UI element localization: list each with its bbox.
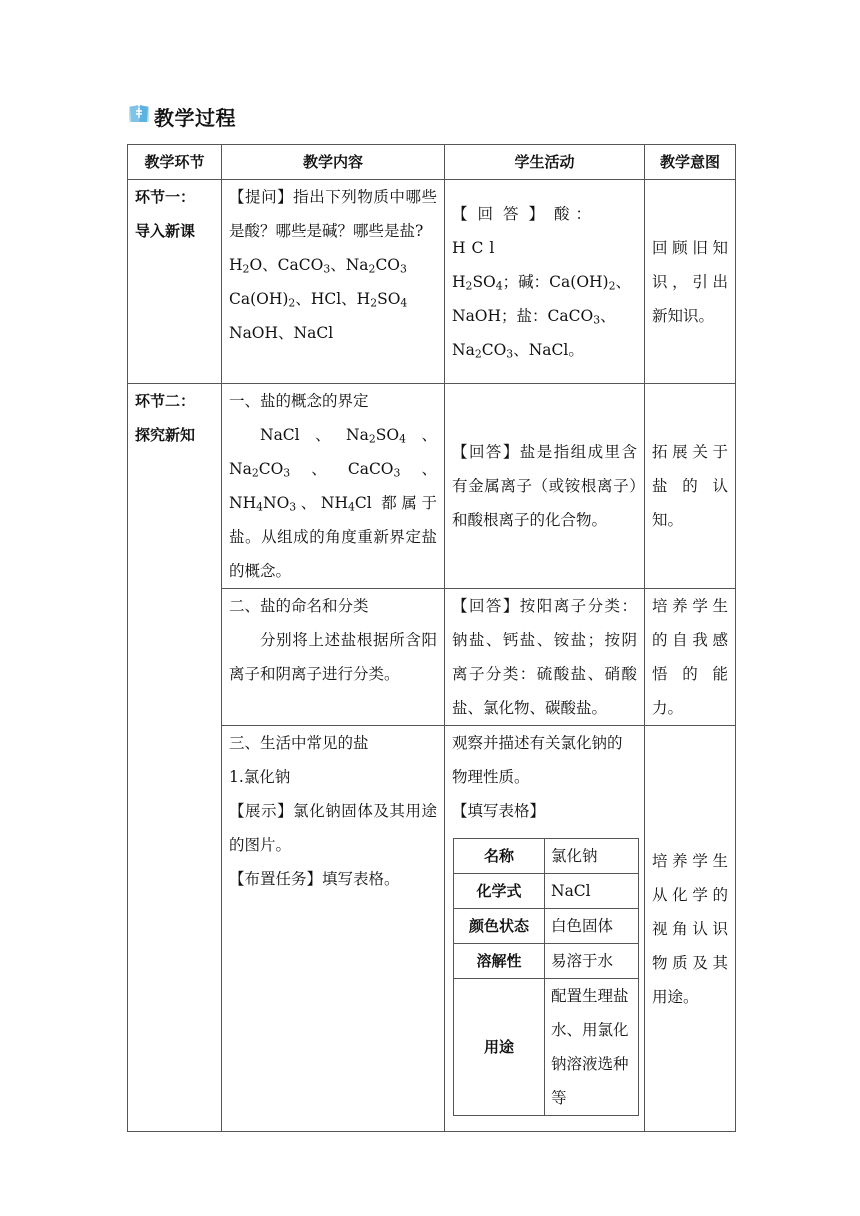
intent-cell (645, 384, 736, 589)
content-subtitle: 1.氯化钠 (229, 768, 291, 786)
inner-row (454, 909, 639, 944)
content-cell (222, 726, 445, 1132)
intent-text: 回顾旧知识，引出新知识。 (652, 238, 728, 325)
inner-key: 化学式 (454, 874, 545, 909)
inner-value: NaCl (545, 874, 639, 909)
content-body: 【展示】氯化钠固体及其用途的图片。 (229, 802, 437, 854)
inner-key: 颜色状态 (454, 909, 545, 944)
intent-text: 拓展关于盐的认知。 (652, 443, 728, 529)
inner-value: 氯化钠 (545, 839, 639, 874)
inner-row (454, 979, 639, 1116)
section-title: 教学过程 (154, 105, 236, 130)
student-cell (445, 384, 645, 589)
intent-text: 培养学生从化学的视角认识物质及其用途。 (652, 851, 728, 1006)
section-label: 导入新课 (135, 222, 196, 240)
student-cell (445, 726, 645, 1132)
inner-key: 名称 (454, 839, 545, 874)
content-title: 一、盐的概念的界定 (229, 392, 369, 410)
answer-text: 【回答】盐是指组成里含有金属离子（或铵根离子）和酸根离子的化合物。 (452, 443, 637, 529)
inner-value: 白色固体 (545, 909, 639, 944)
intent-cell (645, 180, 736, 384)
content-cell (222, 180, 445, 384)
section-label: 探究新知 (135, 426, 196, 444)
header-cell: 教学环节 (128, 145, 222, 180)
section-heading (128, 100, 236, 132)
section-cell (128, 384, 222, 1132)
answer-text: 酸：HCl (452, 204, 598, 257)
inner-row (454, 839, 639, 874)
student-cell (445, 589, 645, 726)
formula-line: $H_2O$、CaCO$_3$、$Na_2CO_3$ (229, 256, 407, 276)
nacl-table (453, 838, 639, 1116)
answer-text: NaOH；盐：CaCO$_3$、 (452, 306, 616, 327)
inner-row (454, 874, 639, 909)
prompt-tag: 【提问】 (229, 188, 294, 206)
inner-value: 易溶于水 (545, 944, 639, 979)
section-cell (128, 180, 222, 384)
content-title: 三、生活中常见的盐 (229, 734, 369, 752)
inner-key: 溶解性 (454, 944, 545, 979)
lesson-table (127, 144, 736, 1132)
content-title: 二、盐的命名和分类 (229, 597, 369, 615)
section-label: 环节一： (135, 188, 196, 206)
header-cell: 学生活动 (445, 145, 645, 180)
inner-key: 用途 (454, 979, 545, 1116)
answer-tag: 【填写表格】 (452, 802, 546, 820)
table-row (128, 180, 736, 384)
book-icon (128, 102, 150, 124)
content-cell (222, 589, 445, 726)
content-body: 【布置任务】填写表格。 (229, 870, 400, 888)
question-text: 指出下列物质中哪些是酸？哪些是碱？哪些是盐? (229, 188, 437, 240)
header-cell: 教学内容 (222, 145, 445, 180)
table-row (128, 384, 736, 589)
section-label: 环节二： (135, 392, 196, 410)
intent-cell (645, 589, 736, 726)
header-cell: 教学意图 (645, 145, 736, 180)
table-header-row (128, 145, 736, 180)
answer-tag: 【回答】 (452, 204, 555, 223)
answer-text: 【回答】按阳离子分类：钠盐、钙盐、铵盐；按阴离子分类：硫酸盐、硝酸盐、氯化物、碳酸盐。 (452, 597, 637, 717)
inner-row (454, 944, 639, 979)
formula-line: $Ca(OH)_2$、HCl、$H_2SO_4$ (229, 290, 408, 310)
formula-line: NaOH、NaCl (229, 324, 334, 342)
intent-text: 培养学生的自我感悟的能力。 (652, 597, 728, 717)
student-cell (445, 180, 645, 384)
answer-text: $H_2SO_4$；碱：$Ca(OH)_2$、 (452, 272, 632, 293)
content-body: NaCl、$Na_2SO_4$、$Na_2CO_3$、CaCO$_3$、$NH_4NO_3$、$NH_4Cl$ 都属于盐。从组成的角度重新界定盐的概念。 (229, 426, 437, 580)
answer-text: 观察并描述有关氯化钠的物理性质。 (452, 734, 623, 786)
inner-value: 配置生理盐水、用氯化钠溶液选种等 (545, 979, 639, 1116)
answer-text: $Na_2CO_3$、NaCl。 (452, 340, 584, 361)
content-cell (222, 384, 445, 589)
content-body: 分别将上述盐根据所含阳离子和阴离子进行分类。 (229, 631, 437, 683)
intent-cell (645, 726, 736, 1132)
